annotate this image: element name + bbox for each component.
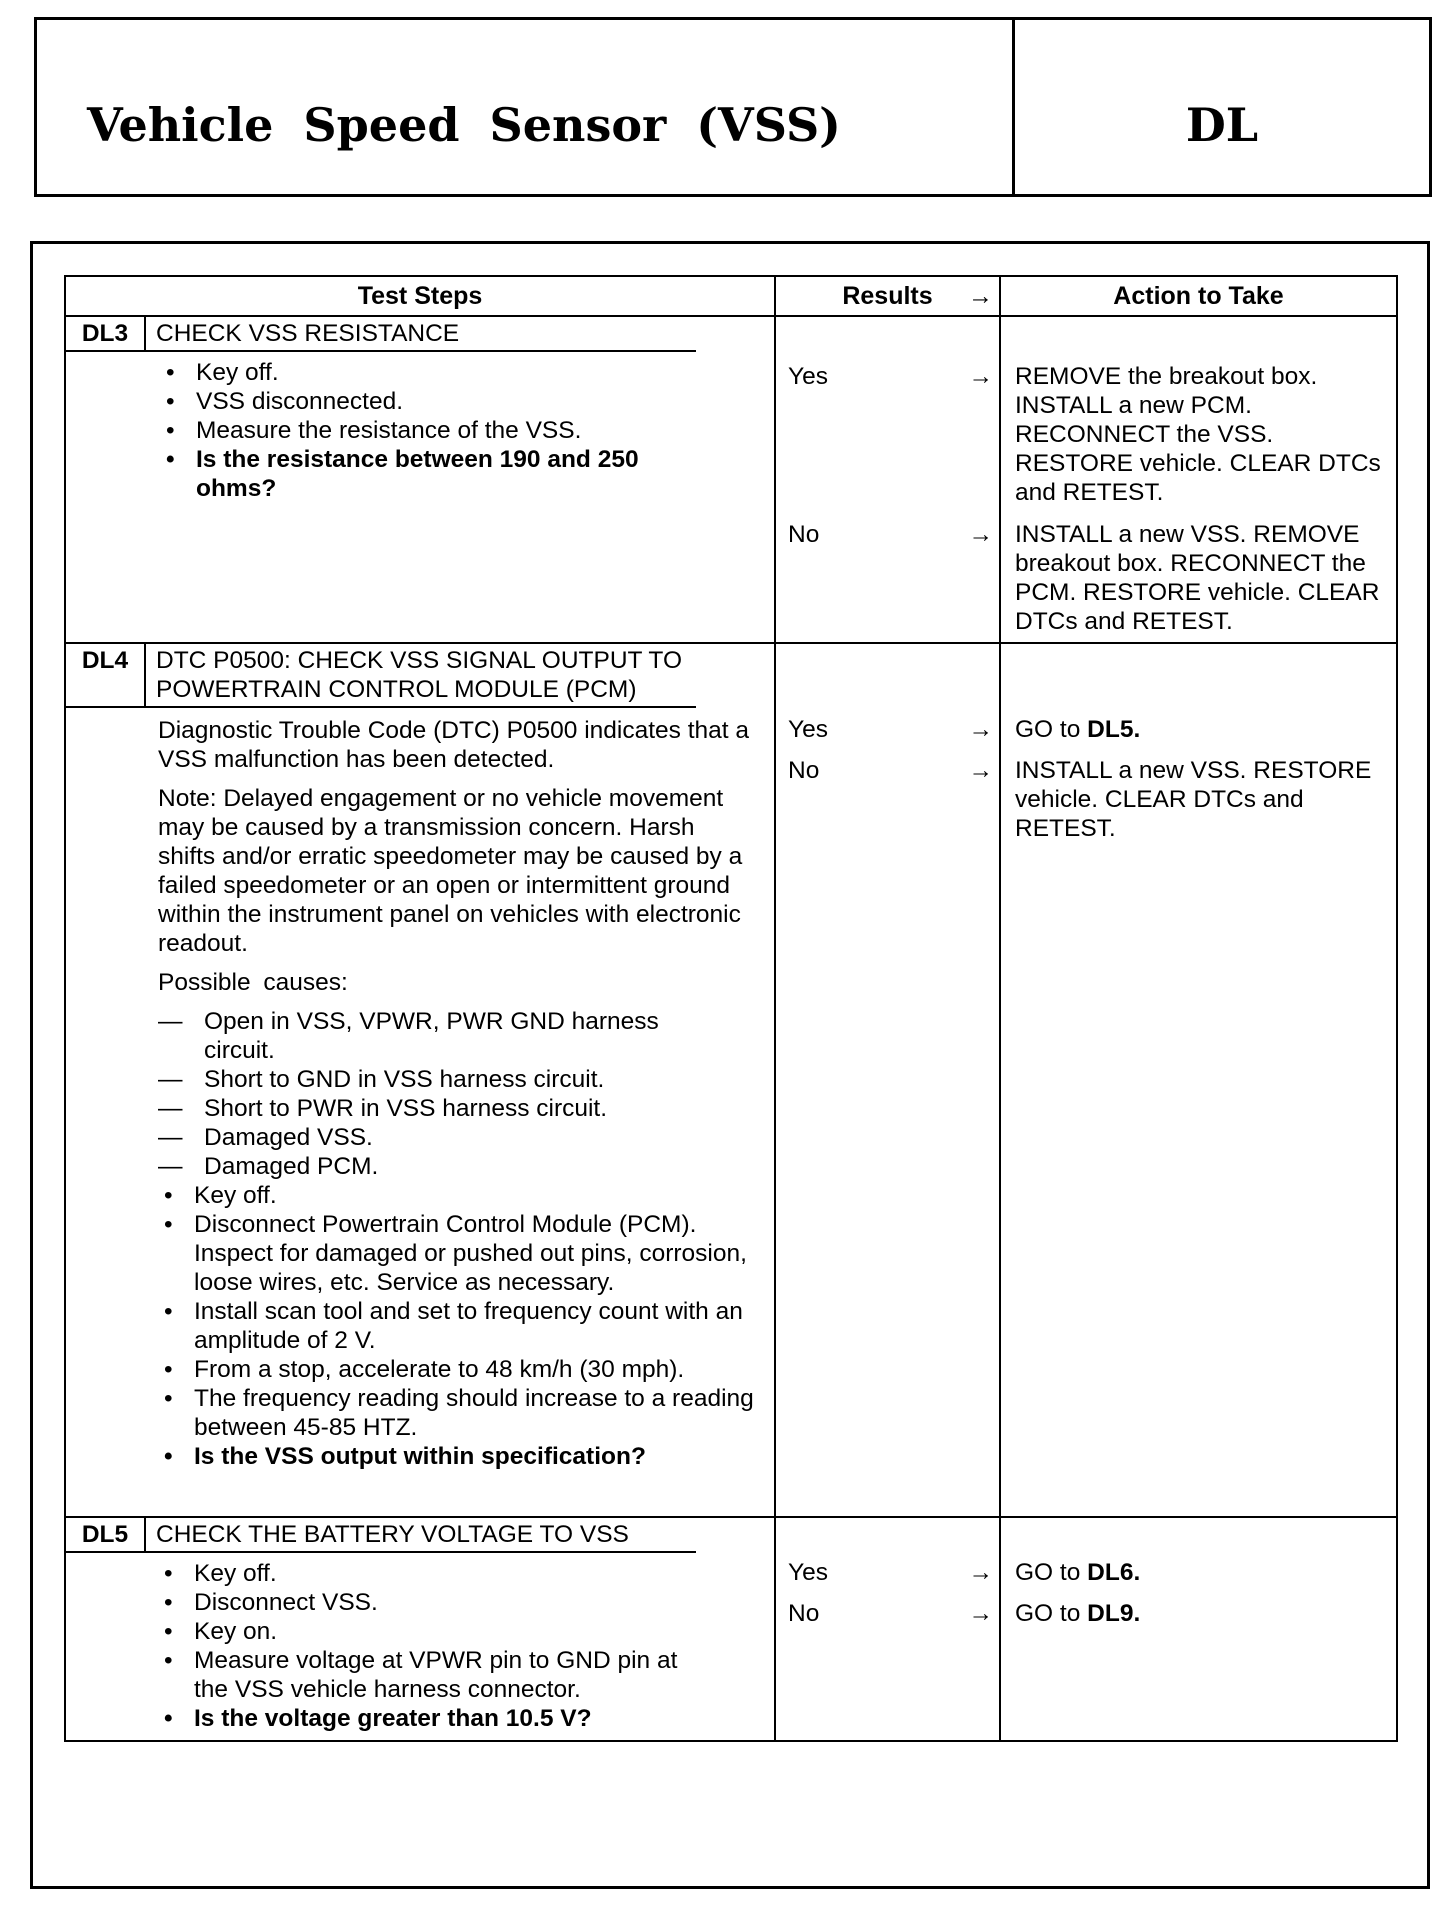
- list-item: • Disconnect VSS.: [158, 1588, 714, 1617]
- step-body-dl3: [66, 352, 774, 509]
- arrow-icon: →: [968, 716, 993, 743]
- list-item: — Short to GND in VSS harness circuit.: [158, 1065, 694, 1094]
- action-text: GO to: [1015, 1600, 1081, 1627]
- action-text: GO to: [1015, 716, 1081, 743]
- list-item: • The frequency reading should increase to a reading between 45-85 HTZ.: [158, 1384, 754, 1442]
- list-item: • Disconnect Powertrain Control Module (PCM). Inspect for damaged or pushed out pins, corrosion, loose wires, etc. Service as necessary.: [158, 1210, 754, 1297]
- result-no-label: No: [788, 757, 820, 784]
- arrow-icon: →: [968, 282, 993, 310]
- arrow-icon: →: [968, 1600, 993, 1627]
- section-code: DL: [1185, 98, 1259, 152]
- test-steps-table: [64, 275, 1398, 1742]
- step-id: DL5: [66, 1518, 146, 1551]
- steps-cell-dl3: [65, 316, 775, 643]
- step-id: DL4: [66, 644, 146, 706]
- bullet-list: [158, 1181, 754, 1471]
- action-cell-dl5: [1000, 1517, 1397, 1741]
- step-intro: Diagnostic Trouble Code (DTC) P0500 indicates that a VSS malfunction has been detected.: [158, 717, 750, 773]
- list-item: • Key off.: [160, 358, 754, 387]
- list-item: • Measure voltage at VPWR pin to GND pin at the VSS vehicle harness connector.: [158, 1646, 714, 1704]
- result-yes: [788, 1558, 995, 1587]
- table-row: [65, 1517, 1397, 1741]
- action-no: INSTALL a new VSS. REMOVE breakout box. RECONNECT the PCM. RESTORE vehicle. CLEAR DTCs and RETEST.: [1015, 521, 1380, 635]
- table-row: [65, 316, 1397, 643]
- step-header-dl4: [66, 644, 696, 708]
- column-header-action: Action to Take: [1000, 276, 1397, 316]
- step-id: DL3: [66, 317, 146, 350]
- bullet-list: [160, 358, 754, 503]
- action-no: [1015, 1599, 1392, 1628]
- page-title: Vehicle Speed Sensor (VSS): [87, 98, 841, 152]
- result-no-label: No: [788, 1600, 820, 1627]
- arrow-icon: →: [968, 363, 993, 390]
- header-box: [34, 17, 1432, 197]
- step-note: Note: Delayed engagement or no vehicle movement may be caused by a transmission concern. Harsh shifts and/or erratic speedometer may be caused by a failed speedometer or an open or intermittent ground within the instrument panel on vehicles with electronic readout.: [158, 785, 743, 957]
- table-row: [65, 643, 1397, 1517]
- column-header-steps: Test Steps: [65, 276, 775, 316]
- step-title: DTC P0500: CHECK VSS SIGNAL OUTPUT TO POWERTRAIN CONTROL MODULE (PCM): [156, 647, 682, 703]
- list-item: — Open in VSS, VPWR, PWR GND harness circuit.: [158, 1007, 694, 1065]
- step-question: • Is the resistance between 190 and 250 ohms?: [160, 445, 754, 503]
- result-yes-label: Yes: [788, 716, 828, 743]
- step-title: CHECK THE BATTERY VOLTAGE TO VSS: [156, 1521, 629, 1548]
- column-header-results: [775, 276, 1000, 316]
- step-title: CHECK VSS RESISTANCE: [156, 320, 460, 347]
- step-header-dl5: [66, 1518, 696, 1553]
- steps-cell-dl4: [65, 643, 775, 1517]
- result-no-label: No: [788, 521, 820, 548]
- arrow-icon: →: [968, 1559, 993, 1586]
- action-text: GO to: [1015, 1559, 1081, 1586]
- action-yes: REMOVE the breakout box. INSTALL a new PCM. RECONNECT the VSS. RESTORE vehicle. CLEAR DTCs and RETEST.: [1015, 363, 1381, 506]
- step-body-dl4: [66, 708, 774, 1477]
- steps-cell-dl5: [65, 1517, 775, 1741]
- step-question: • Is the VSS output within specification?: [158, 1442, 754, 1471]
- list-item: • VSS disconnected.: [160, 387, 754, 416]
- step-question: • Is the voltage greater than 10.5 V?: [158, 1704, 714, 1733]
- result-yes-label: Yes: [788, 363, 828, 390]
- results-cell-dl5: [775, 1517, 1000, 1741]
- action-yes: [1015, 1558, 1392, 1587]
- result-yes-label: Yes: [788, 1559, 828, 1586]
- arrow-icon: →: [968, 757, 993, 784]
- column-header-results-label: Results: [842, 281, 933, 310]
- list-item: • From a stop, accelerate to 48 km/h (30 mph).: [158, 1355, 754, 1384]
- result-yes: [788, 362, 995, 391]
- action-no: INSTALL a new VSS. RESTORE vehicle. CLEAR DTCs and RETEST.: [1015, 757, 1372, 842]
- list-item: • Install scan tool and set to frequency count with an amplitude of 2 V.: [158, 1297, 754, 1355]
- list-item: — Damaged PCM.: [158, 1152, 694, 1181]
- causes-list: [158, 1007, 754, 1181]
- step-header-dl3: [66, 317, 696, 352]
- action-cell-dl4: [1000, 643, 1397, 1517]
- table-header-row: [65, 276, 1397, 316]
- action-cell-dl3: [1000, 316, 1397, 643]
- result-no: [788, 520, 995, 549]
- action-target: DL5.: [1087, 716, 1141, 743]
- result-no: [788, 756, 995, 785]
- list-item: • Key off.: [158, 1181, 754, 1210]
- action-target: DL6.: [1087, 1559, 1141, 1586]
- list-item: • Key off.: [158, 1559, 714, 1588]
- results-cell-dl3: [775, 316, 1000, 643]
- results-cell-dl4: [775, 643, 1000, 1517]
- list-item: • Measure the resistance of the VSS.: [160, 416, 754, 445]
- list-item: — Short to PWR in VSS harness circuit.: [158, 1094, 694, 1123]
- action-yes: [1015, 715, 1392, 744]
- arrow-icon: →: [968, 521, 993, 548]
- step-body-dl5: [66, 1553, 774, 1739]
- list-item: • Key on.: [158, 1617, 714, 1646]
- result-no: [788, 1599, 995, 1628]
- list-item: — Damaged VSS.: [158, 1123, 694, 1152]
- causes-label: Possible causes:: [158, 969, 348, 996]
- bullet-list: [158, 1559, 754, 1733]
- action-target: DL9.: [1087, 1600, 1141, 1627]
- result-yes: [788, 715, 995, 744]
